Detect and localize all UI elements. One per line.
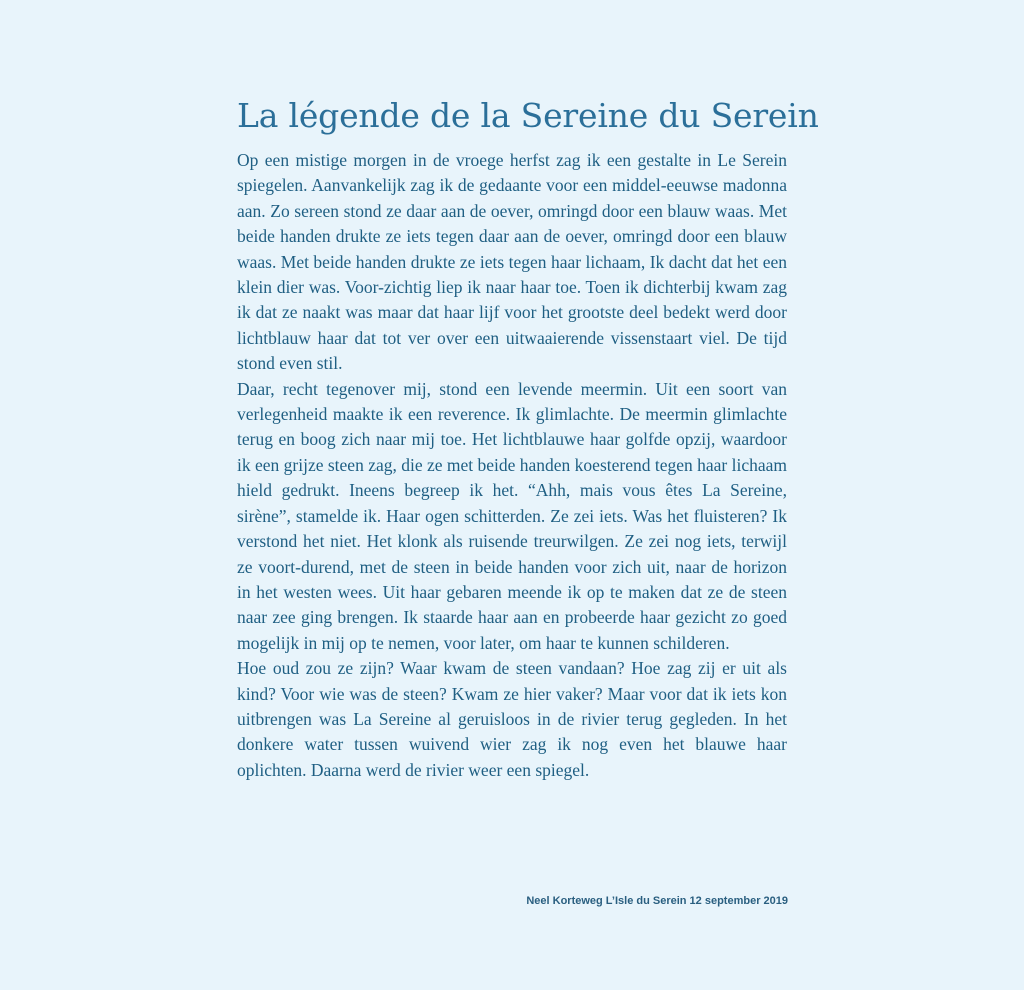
author-signature: Neel Korteweg L’Isle du Serein 12 september 2019 (526, 895, 788, 907)
paragraph-1: Op een mistige morgen in de vroege herfst zag ik een gestalte in Le Serein spiegelen. Aanvankelijk zag ik de gedaante voor een middel-eeuwse madonna aan. Zo sereen stond ze daar aan de oever, omringd door een blauw waas. Met beide handen drukte ze iets tegen daar aan de oever, omringd door een blauw waas. Met beide handen drukte ze iets tegen haar lichaam, Ik dacht dat het een klein dier was. Voor-zichtig liep ik naar haar toe. Toen ik dichterbij kwam zag ik dat ze naakt was maar dat haar lijf voor het grootste deel bedekt werd door lichtblauw haar dat tot ver over een uitwaaierende vissenstaart viel. De tijd stond even stil. (237, 150, 787, 374)
paragraph-2: Daar, recht tegenover mij, stond een levende meermin. Uit een soort van verlegenheid maakte ik een reverence. Ik glimlachte. De meermin glimlachte terug en boog zich naar mij toe. Het lichtblauwe haar golfde opzij, waardoor ik een grijze steen zag, die ze met beide handen koesterend tegen haar lichaam hield gedrukt. Ineens begreep ik het. “Ahh, mais vous êtes La Sereine, sirène”, stamelde ik. Haar ogen schitterden. Ze zei iets. Was het fluisteren? Ik verstond het niet. Het klonk als ruisende treurwilgen. Ze zei nog iets, terwijl ze voort-durend, met de steen in beide handen voor zich uit, naar de horizon in het westen wees. Uit haar gebaren meende ik op te maken dat ze de steen naar zee ging brengen. Ik staarde haar aan en probeerde haar gezicht zo goed mogelijk in mij op te nemen, voor later, om haar te kunnen schilderen. (237, 378, 788, 653)
paragraph-3: Hoe oud zou ze zijn? Waar kwam de steen vandaan? Hoe zag zij er uit als kind? Voor wie was de steen? Kwam ze hier vaker? Maar voor dat ik iets kon uitbrengen was La Sereine al geruisloos in de rivier terug gegleden. In het donkere water tussen wuivend wier zag ik nog even het blauwe haar oplichten. Daarna werd de rivier weer een spiegel. (237, 658, 787, 780)
story-body (237, 148, 787, 783)
page-title: La légende de la Sereine du Serein (237, 96, 819, 135)
document-page (237, 96, 819, 783)
